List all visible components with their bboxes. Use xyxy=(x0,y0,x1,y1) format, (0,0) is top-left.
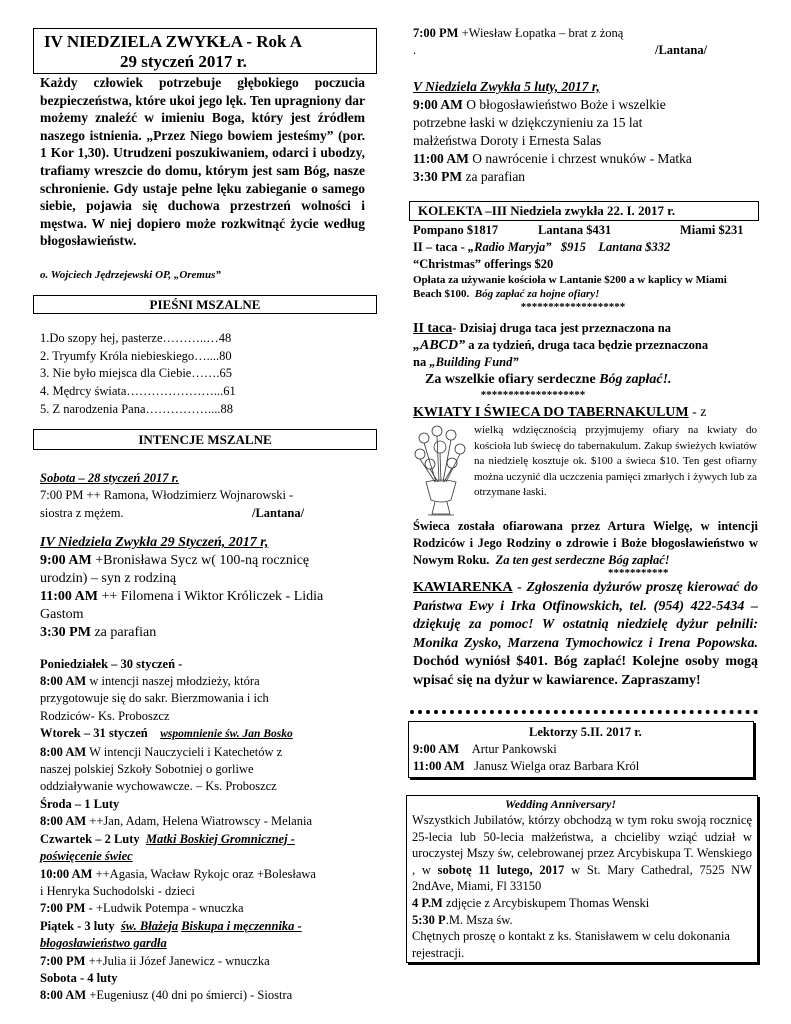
intention-text: małżeństwa Doroty i Ernesta Salas xyxy=(413,133,602,148)
songs-list xyxy=(40,330,236,419)
feast-label: św. Błażeja xyxy=(120,918,179,933)
stars: ******************* xyxy=(520,301,626,313)
song-item: 4. Mędrcy świata…………………...61 xyxy=(40,384,236,399)
time-label: 3:30 PM xyxy=(40,624,91,640)
title-box xyxy=(33,28,377,74)
song-item: 3. Nie było miejsca dla Ciebie…….65 xyxy=(40,366,232,381)
readers-heading: Lektorzy 5.II. 2017 r. xyxy=(529,725,642,739)
thursday-title: Czwartek – 2 Luty xyxy=(40,831,140,846)
dotted-divider xyxy=(410,710,758,714)
intention-text: +Eugeniusz (40 dni po śmierci) - Siostra xyxy=(86,988,293,1003)
intro-text: Każdy człowiek potrzebuje głębokiego poczucia bezpieczeństwa, które ukoi jego lęk. Ten upragniony dar możemy znaleźć w imieniu Boga, który jest źródłem naszego istnienia. „Przez Niego bowiem jesteśmy” (por. 1 Kor 1,30). Utrudzeni poszukiwaniem, odarci i ubodzy, trafiamy wreszcie do domu, którym jest sam Bóg, nasze schronienie. Gdy ustaje pełne lęku zabieganie o samego siebie, pojawia się duchowa przestrzeń wolności i męstwa. W niej dopiero może rozkwitnąć życie według błogosławieństw. xyxy=(40,75,365,249)
intention-text: ++Jan, Adam, Helena Wiatrowscy - Melania xyxy=(86,814,312,829)
candle-thanks: Za ten gest serdeczne Bóg zapłać! xyxy=(495,553,670,567)
intention-text: oddziaływanie wychowawcze. – Ks. Proboszcz xyxy=(40,779,277,794)
time-label: 11:00 AM xyxy=(413,151,469,166)
anniversary-text: .M. Msza św. xyxy=(445,912,513,927)
flowers-dash: - z xyxy=(688,405,707,420)
time-label: 5:30 P xyxy=(412,912,446,927)
time-label: 8:00 AM xyxy=(40,744,87,759)
page-date: 29 styczeń 2017 r. xyxy=(120,52,247,71)
anniversary-heading: Wedding Anniversary! xyxy=(505,797,617,811)
intention-text: 7:00 PM ++ Ramona, Włodzimierz Wojnarowski - xyxy=(40,488,294,503)
thanks-text: Bóg zapłać!. xyxy=(599,372,672,387)
intention-text: urodzin) – syn z rodziną xyxy=(40,570,177,586)
intention-text: O nawrócenie i chrzest wnuków - Matka xyxy=(468,151,692,166)
stars: *********** xyxy=(608,567,669,579)
right-top xyxy=(413,25,753,59)
intention-text: +Ludwik Potempa - wnuczka xyxy=(92,901,244,916)
feast-label: Biskupa i męczennika - xyxy=(181,918,302,933)
reader-name: Janusz Wielga oraz Barbara Król xyxy=(474,759,640,773)
time-label: 8:00 AM xyxy=(40,814,87,829)
dot: . xyxy=(413,43,417,57)
intro-author: o. Wojciech Jędrzejewski OP, „Oremus” xyxy=(40,269,221,281)
intention-text: i Henryka Suchodolski - dzieci xyxy=(40,883,195,898)
intention-text: O błogosławieństwo Boże i wszelkie xyxy=(462,97,666,112)
song-item: 5. Z narodzenia Pana……………....88 xyxy=(40,401,234,416)
songs-heading: PIEŚNI MSZALNE xyxy=(149,297,261,312)
christmas-offerings: “Christmas” offerings $20 xyxy=(413,257,554,271)
sunday5-title: V Niedziela Zwykła 5 luty, 2017 r, xyxy=(413,79,600,94)
time-label: 7:00 PM - xyxy=(40,901,93,916)
miami-amount: Miami $231 xyxy=(680,223,744,237)
intention-line xyxy=(40,505,375,522)
thanks-text: Za wszelkie ofiary serdeczne xyxy=(425,372,596,387)
building-fund: „Building Fund” xyxy=(429,355,519,369)
time-label: 3:30 PM xyxy=(413,169,463,184)
place-label: /Lantana/ xyxy=(252,505,305,520)
song-item: 1.Do szopy hej, pasterze………..…48 xyxy=(40,331,232,345)
intention-text: ++ Filomena i Wiktor Króliczek - Lidia xyxy=(97,588,324,604)
flowers-text: wielką wdzięcznością przyjmujemy ofiary na kwiaty do kościoła lub świecę do tabernakulum. Zakup świeżych kwiatów na niedzielę kosztuje ok. $100 a świeca $10. Ten gest ofiarny można uczynić dla uczczenia pamięci zmarłych i żywych lub za otrzymane łaski. xyxy=(474,424,757,499)
anniversary-contact: Chętnych proszę o kontakt z ks. Stanisławem w celu dokonania rejestracji. xyxy=(412,929,730,960)
feast-label: błogosławieństwo gardła xyxy=(40,936,167,951)
candle-text: Świeca została ofiarowana przez Artura Wielgę, w intencji Rodziców i Jego Rodziny o zdrowie i Boże błogosławieństwo w Nowym Roku. xyxy=(413,519,758,567)
intention-text: W intencji Nauczycieli i Katechetów z xyxy=(86,744,283,759)
time-label: 10:00 AM xyxy=(40,866,93,881)
time-label: 9:00 AM xyxy=(40,552,92,568)
vase-flowers-icon xyxy=(410,422,472,520)
feast-label: poświęcenie świec xyxy=(40,849,133,864)
song-item: 2. Tryumfy Króla niebieskiego…....80 xyxy=(40,348,232,363)
second-tray-label: II taca xyxy=(413,321,453,336)
intentions-list xyxy=(40,470,375,1005)
intention-text: +Bronisława Sycz w( 100-ną rocznicę xyxy=(91,552,310,568)
anniversary-body xyxy=(412,812,752,961)
intentions-heading: INTENCJE MSZALNE xyxy=(138,432,272,447)
fee-text: Opłata za używanie kościoła w Lantanie $200 a w kaplicy w Miami Beach $100. xyxy=(413,274,727,300)
collection-heading-box xyxy=(409,201,759,221)
fee-thanks: Bóg zapłać za hojne ofiary! xyxy=(474,288,600,300)
saturday2-title: Sobota - 4 luty xyxy=(40,970,118,985)
flowers-heading-row xyxy=(413,404,707,422)
time-label: 8:00 AM xyxy=(40,988,87,1003)
cafe-heading: KAWIARENKA xyxy=(413,580,513,595)
intention-text: siostra z mężem. xyxy=(40,505,124,520)
intention-text: Gastom xyxy=(40,606,84,622)
feast-label: Matki Boskiej Gromnicznej - xyxy=(145,831,295,846)
intentions-heading-box xyxy=(33,429,377,450)
intention-text: ++Julia ii Józef Janewicz - wnuczka xyxy=(85,953,270,968)
intention-text: potrzebne łaski w dziękczynieniu za 15 lat xyxy=(413,115,643,130)
time-label: 4 P.M xyxy=(412,895,443,910)
collection-heading: KOLEKTA –III Niedziela zwykła 22. I. 2017 r. xyxy=(418,203,676,218)
intention-text: przygotowuje się do sakr. Bierzmowania i ich xyxy=(40,691,269,706)
anniversary-text: w St. Mary Cathedral, 7525 NW 2ndAve, Miami, Fl 33150 xyxy=(412,862,752,894)
wednesday-title: Środa – 1 Luty xyxy=(40,796,120,811)
second-amount: $915 xyxy=(560,240,586,254)
lantana-amount: Lantana $431 xyxy=(538,223,612,237)
pompano-amount: Pompano $1817 xyxy=(413,223,499,237)
cafe-text: - Zgłoszenia dyżurów proszę kierować do Państwa Ewy i Irka Otfinowskich, tel. (954) 422-5434 – dziękuję za pomoc! W ostatnią niedzielę dyżur pełnili: Monika Zysko, Marzena Tymochowicz i Irena Popowska. xyxy=(413,580,758,651)
intention-text: +Wiesław Łopatka – brat z żoną xyxy=(458,26,624,40)
intention-text: ++Agasia, Wacław Rykojc oraz +Bolesława xyxy=(92,866,316,881)
anniversary-date: sobotę 11 lutego, 2017 xyxy=(437,862,565,877)
intention-text: za parafian xyxy=(462,169,526,184)
time-label: 9:00 AM xyxy=(413,742,460,756)
second-tray-text: na xyxy=(413,355,427,369)
reader-name: Artur Pankowski xyxy=(471,742,557,756)
radio-maryja: „Radio Maryja” xyxy=(467,240,552,254)
cafe-section xyxy=(413,579,758,690)
cafe-tail: Dochód wyniósł $401. Bóg zapłać! Kolejne osoby mogą wpisać się na dyżur w kawiarence. Zapraszamy! xyxy=(413,654,758,688)
flowers-heading: KWIATY I ŚWIECA DO TABERNAKULUM xyxy=(413,405,689,420)
feast-label: wspomnienie św. Jan Bosko xyxy=(160,728,293,741)
second-tray-text: a za tydzień, druga taca będzie przeznaczona xyxy=(465,338,709,352)
second-tray-section xyxy=(413,320,758,401)
anniversary-text: Wszystkich Jubilatów, którzy obchodzą w tym roku swoją rocznicę 25-lecia lub 50-lecia małżeństwa, a chcieliby wziąć udział w uroczystej Mszy św, celebrowanej przez Arcybiskupa T. Wenskiego , w xyxy=(412,813,752,877)
tuesday-title: Wtorek – 31 styczeń xyxy=(40,726,148,741)
intention-text: Rodziców- Ks. Proboszcz xyxy=(40,708,170,723)
saturday-title: Sobota – 28 styczeń 2017 r. xyxy=(40,471,179,485)
collection-section xyxy=(413,222,758,313)
place-label: /Lantana/ xyxy=(655,43,708,57)
intention-text: naszej polskiej Szkoły Sobotniej o gorliwe xyxy=(40,762,254,777)
anniversary-text: zdjęcie z Arcybiskupem Thomas Wenski xyxy=(442,895,650,910)
intention-text: w intencji naszej młodzieży, która xyxy=(86,674,260,689)
flowers-candle xyxy=(413,518,758,569)
friday-title: Piątek - 3 luty xyxy=(40,918,115,933)
sunday-title: IV Niedziela Zwykła 29 Styczeń, 2017 r, xyxy=(40,535,269,551)
time-label: 11:00 AM xyxy=(40,588,98,604)
sunday5-section xyxy=(413,78,758,186)
abcd-label: „ABCD” xyxy=(413,338,466,353)
songs-heading-box xyxy=(33,295,377,314)
time-label: 9:00 AM xyxy=(413,97,463,112)
time-label: 11:00 AM xyxy=(413,759,465,773)
page-title: IV NIEDZIELA ZWYKŁA - Rok A xyxy=(44,32,303,51)
intention-text: za parafian xyxy=(90,624,157,640)
monday-title: Poniedziałek – 30 styczeń - xyxy=(40,656,183,671)
time-label: 7:00 PM xyxy=(413,26,459,40)
second-lantana: Lantana $332 xyxy=(598,240,671,254)
second-collection-label: II – taca - xyxy=(413,240,465,254)
intention-line xyxy=(40,487,375,504)
time-label: 8:00 AM xyxy=(40,674,87,689)
anniversary-box xyxy=(406,795,758,963)
time-label: 7:00 PM xyxy=(40,953,86,968)
second-tray-text: - Dzisiaj druga taca jest przeznaczona na xyxy=(452,321,671,335)
readers-box xyxy=(408,721,754,778)
stars: ******************* xyxy=(480,389,586,401)
